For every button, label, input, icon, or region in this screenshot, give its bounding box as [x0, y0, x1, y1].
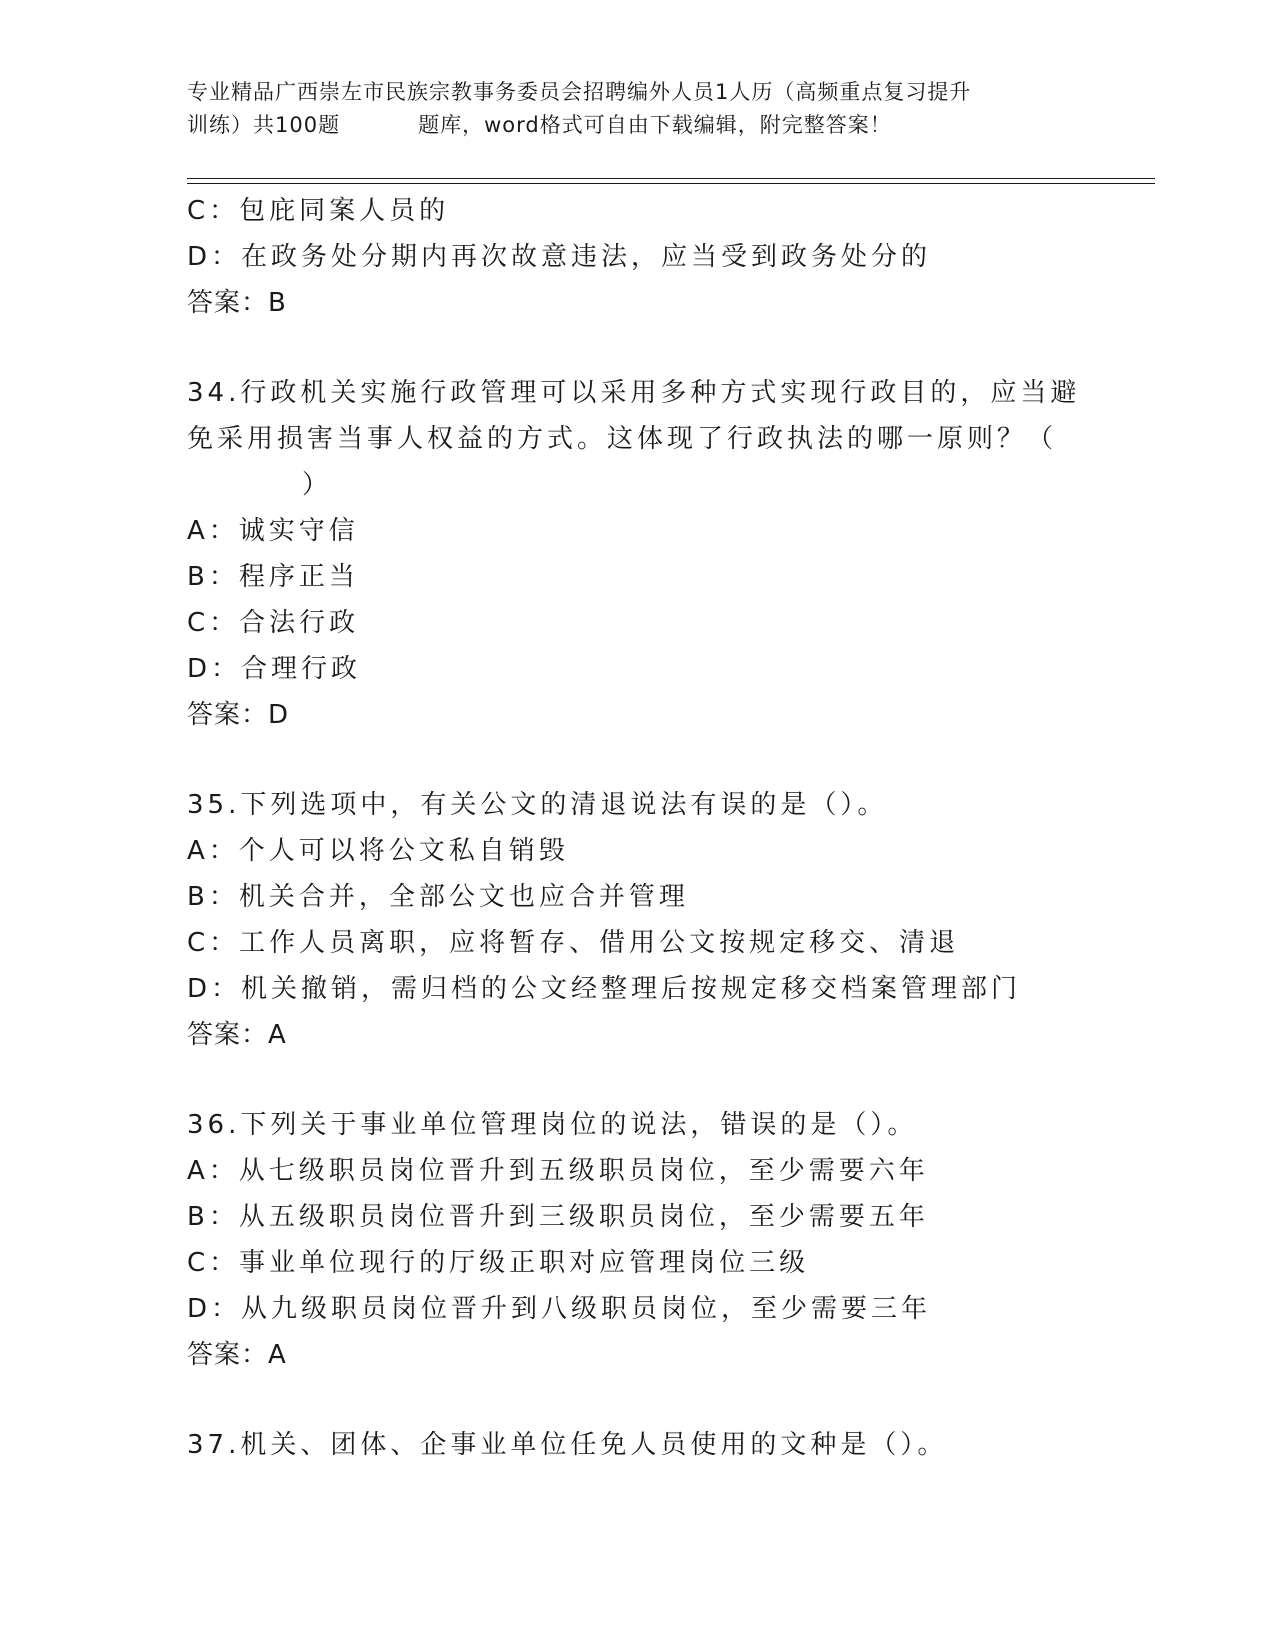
question-block-35 [187, 782, 1087, 1058]
option-b: B：机关合并，全部公文也应合并管理 [187, 882, 689, 912]
answer-text: 答案：A [187, 1020, 287, 1050]
answer-text: 答案：A [187, 1340, 287, 1370]
answer-text: 答案：B [187, 288, 287, 318]
question-stem: 36.下列关于事业单位管理岗位的说法，错误的是（）。 [187, 1110, 918, 1140]
question-block-37 [187, 1422, 1087, 1468]
question-block-36 [187, 1102, 1087, 1378]
option-a: A：从七级职员岗位晋升到五级职员岗位，至少需要六年 [187, 1156, 929, 1186]
answer-text: 答案：D [187, 700, 290, 730]
option-d: D：从九级职员岗位晋升到八级职员岗位，至少需要三年 [187, 1294, 932, 1324]
option-c: C：工作人员离职，应将暂存、借用公文按规定移交、清退 [187, 928, 960, 958]
question-stem-tail: ） [302, 470, 333, 500]
question-stem [187, 370, 1087, 508]
header-title-line2-right: 题库，word格式可自由下载编辑，附完整答案！ [418, 113, 892, 137]
header-divider-top [187, 178, 1155, 179]
option-a: A：诚实守信 [187, 516, 359, 546]
option-b: B：程序正当 [187, 562, 359, 592]
header-title-line2 [187, 109, 1087, 142]
header-divider-bottom [187, 183, 1155, 184]
question-list [187, 188, 1087, 1468]
option-c: C：合法行政 [187, 608, 360, 638]
question-stem: 35.下列选项中，有关公文的清退说法有误的是（）。 [187, 790, 888, 820]
option-d: D：合理行政 [187, 654, 362, 684]
question-block-33 [187, 188, 1087, 326]
document-header [187, 76, 1087, 142]
option-d: D：在政务处分期内再次故意违法，应当受到政务处分的 [187, 242, 932, 272]
option-d: D：机关撤销，需归档的公文经整理后按规定移交档案管理部门 [187, 974, 1022, 1004]
header-title-line2-left: 训练）共100题 [187, 113, 341, 137]
question-stem: 37.机关、团体、企事业单位任免人员使用的文种是（）。 [187, 1430, 948, 1460]
option-b: B：从五级职员岗位晋升到三级职员岗位，至少需要五年 [187, 1202, 929, 1232]
option-c: C：包庇同案人员的 [187, 196, 450, 226]
option-c: C：事业单位现行的厅级正职对应管理岗位三级 [187, 1248, 810, 1278]
question-block-34 [187, 370, 1087, 738]
question-stem-text: 34.行政机关实施行政管理可以采用多种方式实现行政目的，应当避免采用损害当事人权益的方式。这体现了行政执法的哪一原则？（ [187, 378, 1081, 454]
header-title-line1: 专业精品广西崇左市民族宗教事务委员会招聘编外人员1人历（高频重点复习提升 [187, 80, 972, 104]
option-a: A：个人可以将公文私自销毁 [187, 836, 569, 866]
